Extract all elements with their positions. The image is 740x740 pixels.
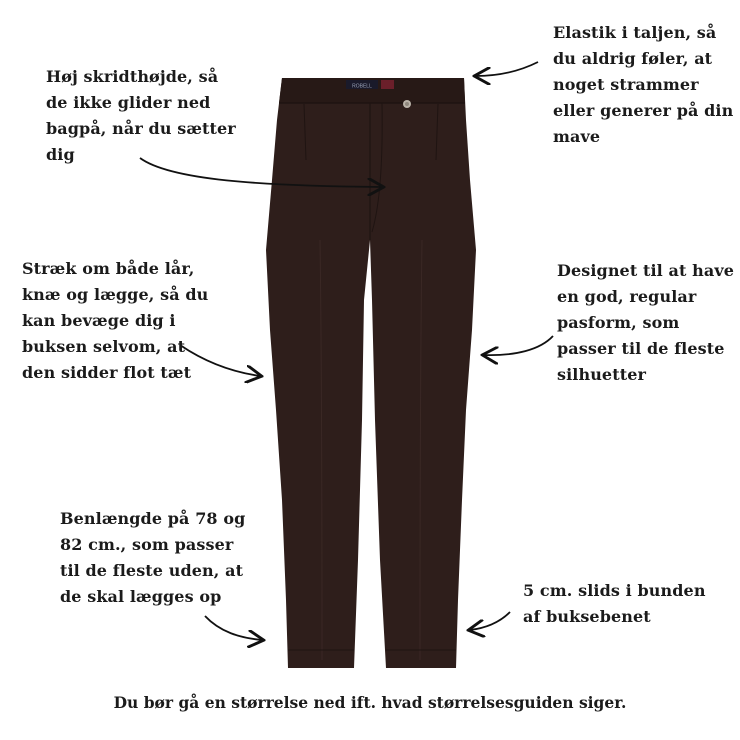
trousers-image (266, 78, 476, 668)
annotation-bottom-right: 5 cm. slids i bunden af buksebenet (523, 581, 706, 626)
annotation-middle-left: Stræk om både lår, knæ og lægge, så du kan bevæge dig i buksen selvom, at den sidder flot tæt (22, 259, 209, 382)
trousers-silhouette (266, 78, 476, 668)
size-label (381, 80, 394, 89)
size-advice-footer: Du bør gå en størrelse ned ift. hvad størrelsesguiden siger. (113, 693, 627, 712)
annotation-top-left: Høj skridthøjde, så de ikke glider ned bagpå, når du sætter dig (46, 67, 236, 164)
annotation-middle-right: Designet til at have en god, regular pasform, som passer til de fleste silhuetter (557, 261, 735, 384)
arrow-top-right (476, 62, 538, 76)
arrow-middle-right (484, 336, 553, 355)
brand-label-text: ROBELL (352, 83, 372, 90)
arrow-bottom-right (470, 612, 510, 630)
arrow-bottom-left (205, 616, 262, 640)
annotation-top-right: Elastik i taljen, så du aldrig føler, at noget strammer eller generer på din mave (553, 23, 734, 146)
annotation-bottom-left: Benlængde på 78 og 82 cm., som passer til de fleste uden, at de skal lægges op (60, 509, 246, 606)
